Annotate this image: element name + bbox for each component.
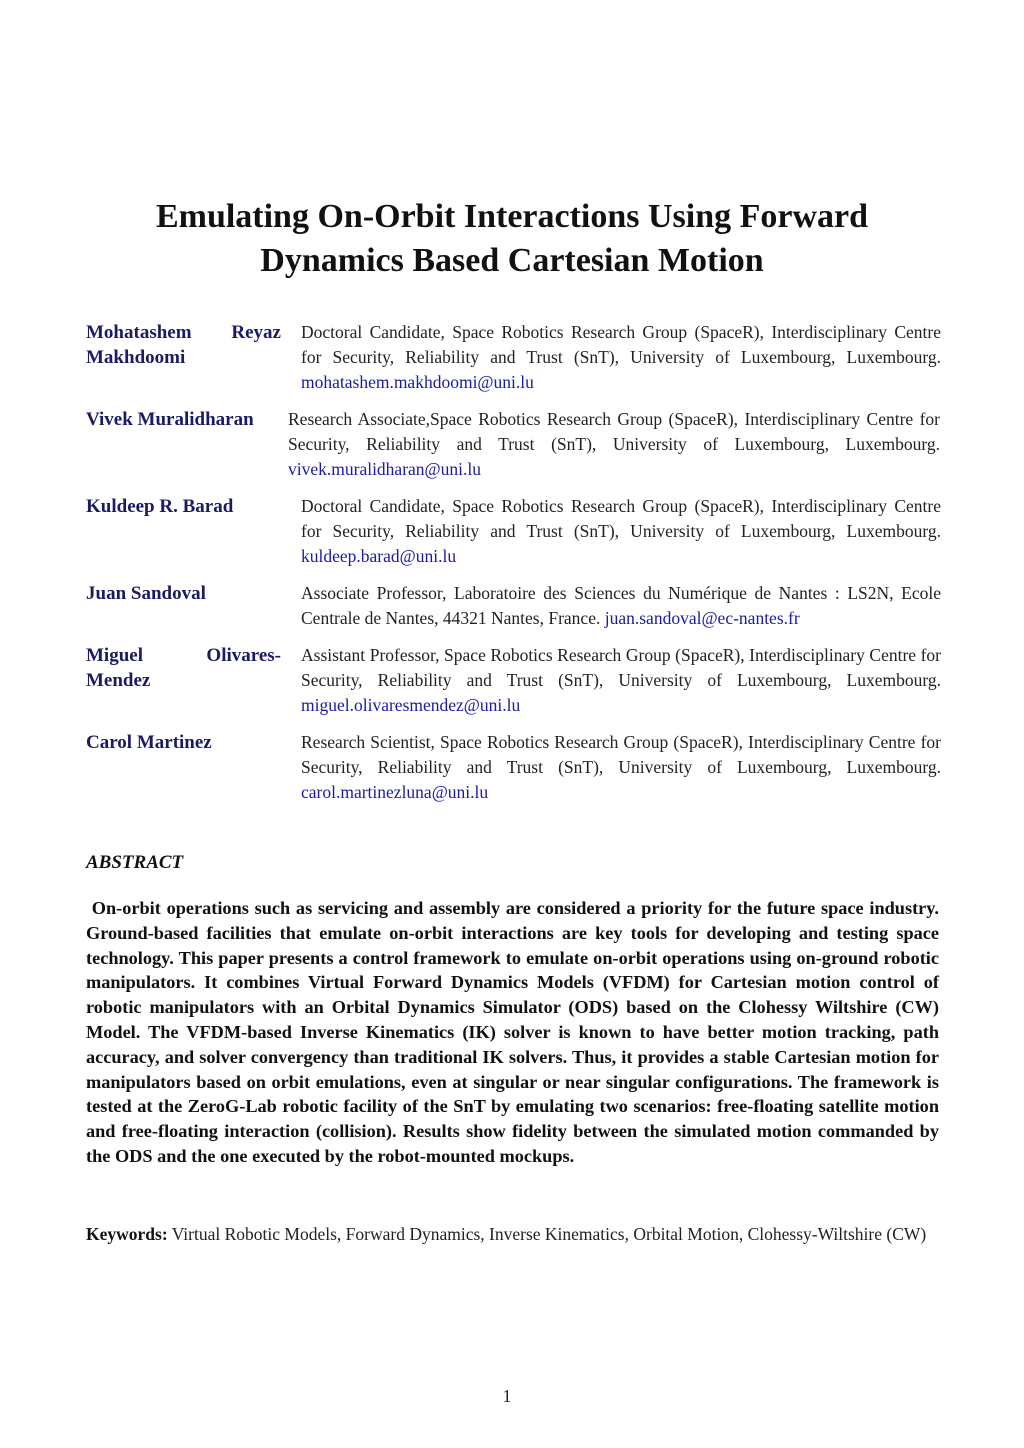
keywords-label: Keywords: (86, 1224, 168, 1244)
author-affiliation (301, 643, 941, 730)
paper-title: Emulating On-Orbit Interactions Using Forward Dynamics Based Cartesian Motion (155, 198, 869, 279)
affiliation-text: Assistant Professor, Space Robotics Research Group (SpaceR), Interdisciplinary Centre for Security, Reliability and Trust (SnT), University of Luxembourg, Luxembourg. (301, 645, 941, 690)
affiliation-text: Doctoral Candidate, Space Robotics Research Group (SpaceR), Interdisciplinary Centre for Security, Reliability and Trust (SnT), University of Luxembourg, Luxembourg. (301, 322, 941, 367)
author-email[interactable]: juan.sandoval@ec-nantes.fr (604, 608, 800, 628)
author-name: Mohatashem Reyaz Makhdoomi (86, 322, 281, 368)
author-affiliation (288, 407, 940, 494)
author-entry (86, 407, 942, 494)
author-entry (86, 730, 942, 817)
author-name: Miguel Olivares-Mendez (86, 645, 281, 691)
abstract-body-text: On-orbit operations such as servicing and assembly are considered a priority for the future space industry. Ground-based facilities that emulate on-orbit interactions are key tools for developing and testing space technology. This paper presents a control framework to emulate on-orbit operations using on-ground robotic manipulators. It combines Virtual Forward Dynamics Models (VFDM) for Cartesian motion control of robotic manipulators with an Orbital Dynamics Simulator (ODS) based on the Clohessy Wiltshire (CW) Model. The VFDM-based Inverse Kinematics (IK) solver is known to have better motion tracking, path accuracy, and solver convergency than traditional IK solvers. Thus, it provides a stable Cartesian motion for manipulators based on orbit emulations, even at singular or near singular configurations. The framework is tested at the ZeroG-Lab robotic facility of the SnT by emulating two scenarios: free-floating satellite motion and free-floating interaction (collision). Results show fidelity between the simulated motion commanded by the ODS and the one executed by the robot-mounted mockups. (86, 898, 939, 1166)
affiliation-text: Doctoral Candidate, Space Robotics Research Group (SpaceR), Interdisciplinary Centre for Security, Reliability and Trust (SnT), University of Luxembourg, Luxembourg. (301, 496, 941, 541)
author-email[interactable]: miguel.olivaresmendez@uni.lu (301, 695, 521, 715)
author-name: Carol Martinez (86, 732, 212, 753)
author-email[interactable]: kuldeep.barad@uni.lu (301, 546, 457, 566)
affiliation-text: Research Scientist, Space Robotics Research Group (SpaceR), Interdisciplinary Centre for Security, Reliability and Trust (SnT), University of Luxembourg, Luxembourg. (301, 732, 941, 777)
author-entry (86, 494, 942, 581)
abstract-heading: ABSTRACT (86, 852, 184, 873)
author-list (86, 320, 942, 817)
author-entry (86, 320, 942, 407)
affiliation-text: Associate Professor, Laboratoire des Sciences du Numérique de Nantes : LS2N, Ecole Centrale de Nantes, 44321 Nantes, France. (301, 583, 941, 628)
affiliation-text: Research Associate,Space Robotics Research Group (SpaceR), Interdisciplinary Centre for Security, Reliability and Trust (SnT), University of Luxembourg, Luxembourg. (288, 409, 940, 454)
author-email[interactable]: vivek.muralidharan@uni.lu (288, 459, 482, 479)
abstract-text (86, 896, 939, 1169)
keywords-text: Virtual Robotic Models, Forward Dynamics, Inverse Kinematics, Orbital Motion, Clohessy-Wiltshire (CW) (171, 1224, 927, 1244)
page-number: 1 (502, 1386, 512, 1406)
author-affiliation (301, 581, 941, 643)
keywords (86, 1222, 939, 1247)
author-email[interactable]: carol.martinezluna@uni.lu (301, 782, 489, 802)
author-affiliation (301, 320, 941, 407)
author-entry (86, 581, 942, 643)
author-affiliation (301, 730, 941, 817)
author-name: Kuldeep R. Barad (86, 496, 234, 517)
author-email[interactable]: mohatashem.makhdoomi@uni.lu (301, 372, 534, 392)
author-entry (86, 643, 942, 730)
author-name: Juan Sandoval (86, 583, 206, 604)
author-name: Vivek Muralidharan (86, 409, 254, 430)
author-affiliation (301, 494, 941, 581)
